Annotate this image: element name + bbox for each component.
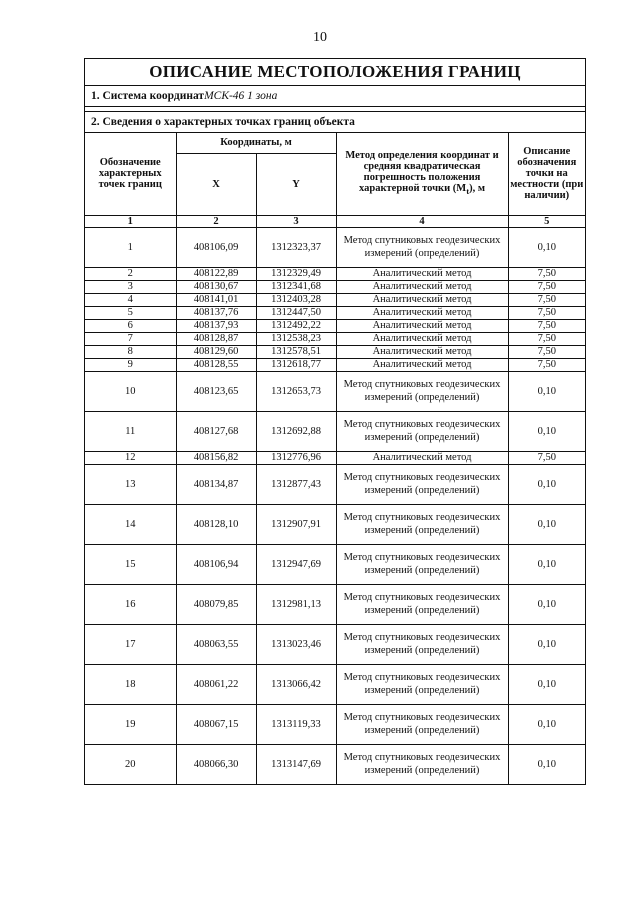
cell-x: 408137,76 (176, 306, 256, 319)
cell-value: 0,10 (508, 504, 585, 544)
cell-y: 1312947,69 (256, 544, 336, 584)
cell-method: Метод спутниковых геодезических измерений (определений) (336, 544, 508, 584)
cell-value: 7,50 (508, 345, 585, 358)
table-row (85, 504, 585, 544)
cell-method: Аналитический метод (336, 345, 508, 358)
cell-x: 408156,82 (176, 451, 256, 464)
cell-x: 408128,87 (176, 332, 256, 345)
cell-point: 4 (85, 293, 176, 306)
page-number: 10 (313, 30, 327, 45)
coordinate-system-label: 1. Система координат (91, 90, 205, 102)
table-row (85, 664, 585, 704)
cell-y: 1312341,68 (256, 280, 336, 293)
header-point: Обозначение характерных точек границ (85, 133, 176, 215)
header-y: Y (256, 153, 336, 215)
cell-method: Аналитический метод (336, 293, 508, 306)
cell-y: 1312492,22 (256, 319, 336, 332)
cell-method: Аналитический метод (336, 451, 508, 464)
cell-x: 408063,55 (176, 624, 256, 664)
cell-x: 408128,55 (176, 358, 256, 371)
cell-point: 8 (85, 345, 176, 358)
table-row (85, 293, 585, 306)
boundary-points-table (85, 133, 585, 784)
cell-point: 20 (85, 744, 176, 784)
cell-x: 408079,85 (176, 584, 256, 624)
column-numbers-row (85, 215, 585, 227)
cell-x: 408106,09 (176, 227, 256, 267)
cell-y: 1313119,33 (256, 704, 336, 744)
column-number: 1 (85, 215, 176, 227)
header-method (336, 133, 508, 215)
table-body (85, 227, 585, 784)
cell-point: 6 (85, 319, 176, 332)
cell-point: 19 (85, 704, 176, 744)
table-row (85, 464, 585, 504)
table-row (85, 345, 585, 358)
table-row (85, 744, 585, 784)
cell-y: 1312653,73 (256, 371, 336, 411)
cell-point: 1 (85, 227, 176, 267)
cell-method: Метод спутниковых геодезических измерений (определений) (336, 371, 508, 411)
cell-y: 1312907,91 (256, 504, 336, 544)
table-row (85, 411, 585, 451)
table-row (85, 371, 585, 411)
cell-value: 7,50 (508, 280, 585, 293)
cell-point: 15 (85, 544, 176, 584)
cell-point: 5 (85, 306, 176, 319)
cell-x: 408141,01 (176, 293, 256, 306)
cell-method: Аналитический метод (336, 358, 508, 371)
table-row (85, 451, 585, 464)
table-row (85, 358, 585, 371)
cell-point: 12 (85, 451, 176, 464)
cell-y: 1312776,96 (256, 451, 336, 464)
cell-point: 2 (85, 267, 176, 280)
cell-y: 1312538,23 (256, 332, 336, 345)
cell-method: Метод спутниковых геодезических измерений (определений) (336, 584, 508, 624)
cell-value: 7,50 (508, 451, 585, 464)
column-number: 3 (256, 215, 336, 227)
cell-point: 16 (85, 584, 176, 624)
column-number: 4 (336, 215, 508, 227)
cell-y: 1312329,49 (256, 267, 336, 280)
cell-value: 0,10 (508, 227, 585, 267)
cell-method: Аналитический метод (336, 267, 508, 280)
points-section-label: 2. Сведения о характерных точках границ объекта (91, 116, 355, 128)
cell-value: 7,50 (508, 332, 585, 345)
cell-method: Метод спутниковых геодезических измерений (определений) (336, 464, 508, 504)
cell-y: 1312618,77 (256, 358, 336, 371)
cell-point: 9 (85, 358, 176, 371)
cell-value: 0,10 (508, 584, 585, 624)
boundary-description-form (84, 58, 586, 785)
cell-y: 1312403,28 (256, 293, 336, 306)
cell-x: 408067,15 (176, 704, 256, 744)
table-row (85, 306, 585, 319)
table-row (85, 584, 585, 624)
cell-value: 0,10 (508, 664, 585, 704)
column-number: 2 (176, 215, 256, 227)
cell-point: 10 (85, 371, 176, 411)
header-description: Описание обозначения точки на местности (при наличии) (508, 133, 585, 215)
cell-method: Метод спутниковых геодезических измерений (определений) (336, 664, 508, 704)
cell-value: 7,50 (508, 267, 585, 280)
cell-point: 11 (85, 411, 176, 451)
coordinate-system-row (85, 86, 585, 107)
cell-y: 1312692,88 (256, 411, 336, 451)
cell-method: Метод спутниковых геодезических измерений (определений) (336, 744, 508, 784)
cell-y: 1313023,46 (256, 624, 336, 664)
cell-y: 1312877,43 (256, 464, 336, 504)
cell-y: 1312323,37 (256, 227, 336, 267)
header-coordinates: Координаты, м (176, 133, 336, 153)
header-x: X (176, 153, 256, 215)
column-number: 5 (508, 215, 585, 227)
cell-method: Метод спутниковых геодезических измерений (определений) (336, 411, 508, 451)
cell-value: 0,10 (508, 624, 585, 664)
header-method-text: Метод определения координат и средняя квадратическая погрешность положения характерной точки (M (345, 150, 499, 195)
cell-y: 1313147,69 (256, 744, 336, 784)
coordinate-system-value: МСК-46 1 зона (204, 90, 278, 102)
cell-value: 7,50 (508, 319, 585, 332)
cell-value: 0,10 (508, 371, 585, 411)
header-method-tail: ), м (469, 183, 486, 195)
cell-point: 3 (85, 280, 176, 293)
cell-method: Аналитический метод (336, 332, 508, 345)
cell-point: 7 (85, 332, 176, 345)
cell-method: Метод спутниковых геодезических измерений (определений) (336, 504, 508, 544)
cell-x: 408123,65 (176, 371, 256, 411)
cell-x: 408106,94 (176, 544, 256, 584)
cell-x: 408128,10 (176, 504, 256, 544)
table-row (85, 227, 585, 267)
table-row (85, 280, 585, 293)
cell-y: 1312578,51 (256, 345, 336, 358)
cell-x: 408127,68 (176, 411, 256, 451)
cell-x: 408066,30 (176, 744, 256, 784)
cell-method: Метод спутниковых геодезических измерений (определений) (336, 227, 508, 267)
cell-method: Аналитический метод (336, 306, 508, 319)
cell-method: Аналитический метод (336, 280, 508, 293)
cell-y: 1312981,13 (256, 584, 336, 624)
cell-value: 7,50 (508, 306, 585, 319)
cell-value: 0,10 (508, 704, 585, 744)
cell-point: 14 (85, 504, 176, 544)
cell-x: 408137,93 (176, 319, 256, 332)
cell-x: 408061,22 (176, 664, 256, 704)
cell-point: 18 (85, 664, 176, 704)
table-row (85, 704, 585, 744)
cell-value: 0,10 (508, 744, 585, 784)
cell-method: Метод спутниковых геодезических измерений (определений) (336, 704, 508, 744)
cell-point: 17 (85, 624, 176, 664)
cell-x: 408122,89 (176, 267, 256, 280)
cell-x: 408134,87 (176, 464, 256, 504)
cell-point: 13 (85, 464, 176, 504)
cell-value: 7,50 (508, 358, 585, 371)
table-row (85, 332, 585, 345)
cell-x: 408130,67 (176, 280, 256, 293)
cell-method: Аналитический метод (336, 319, 508, 332)
document-title: ОПИСАНИЕ МЕСТОПОЛОЖЕНИЯ ГРАНИЦ (85, 59, 585, 86)
cell-value: 0,10 (508, 464, 585, 504)
cell-value: 0,10 (508, 544, 585, 584)
table-row (85, 624, 585, 664)
cell-value: 0,10 (508, 411, 585, 451)
table-row (85, 319, 585, 332)
cell-y: 1313066,42 (256, 664, 336, 704)
points-section-heading (85, 112, 585, 133)
cell-x: 408129,60 (176, 345, 256, 358)
table-row (85, 544, 585, 584)
cell-value: 7,50 (508, 293, 585, 306)
cell-method: Метод спутниковых геодезических измерений (определений) (336, 624, 508, 664)
cell-y: 1312447,50 (256, 306, 336, 319)
header-method-subscript: t (466, 186, 470, 197)
table-row (85, 267, 585, 280)
